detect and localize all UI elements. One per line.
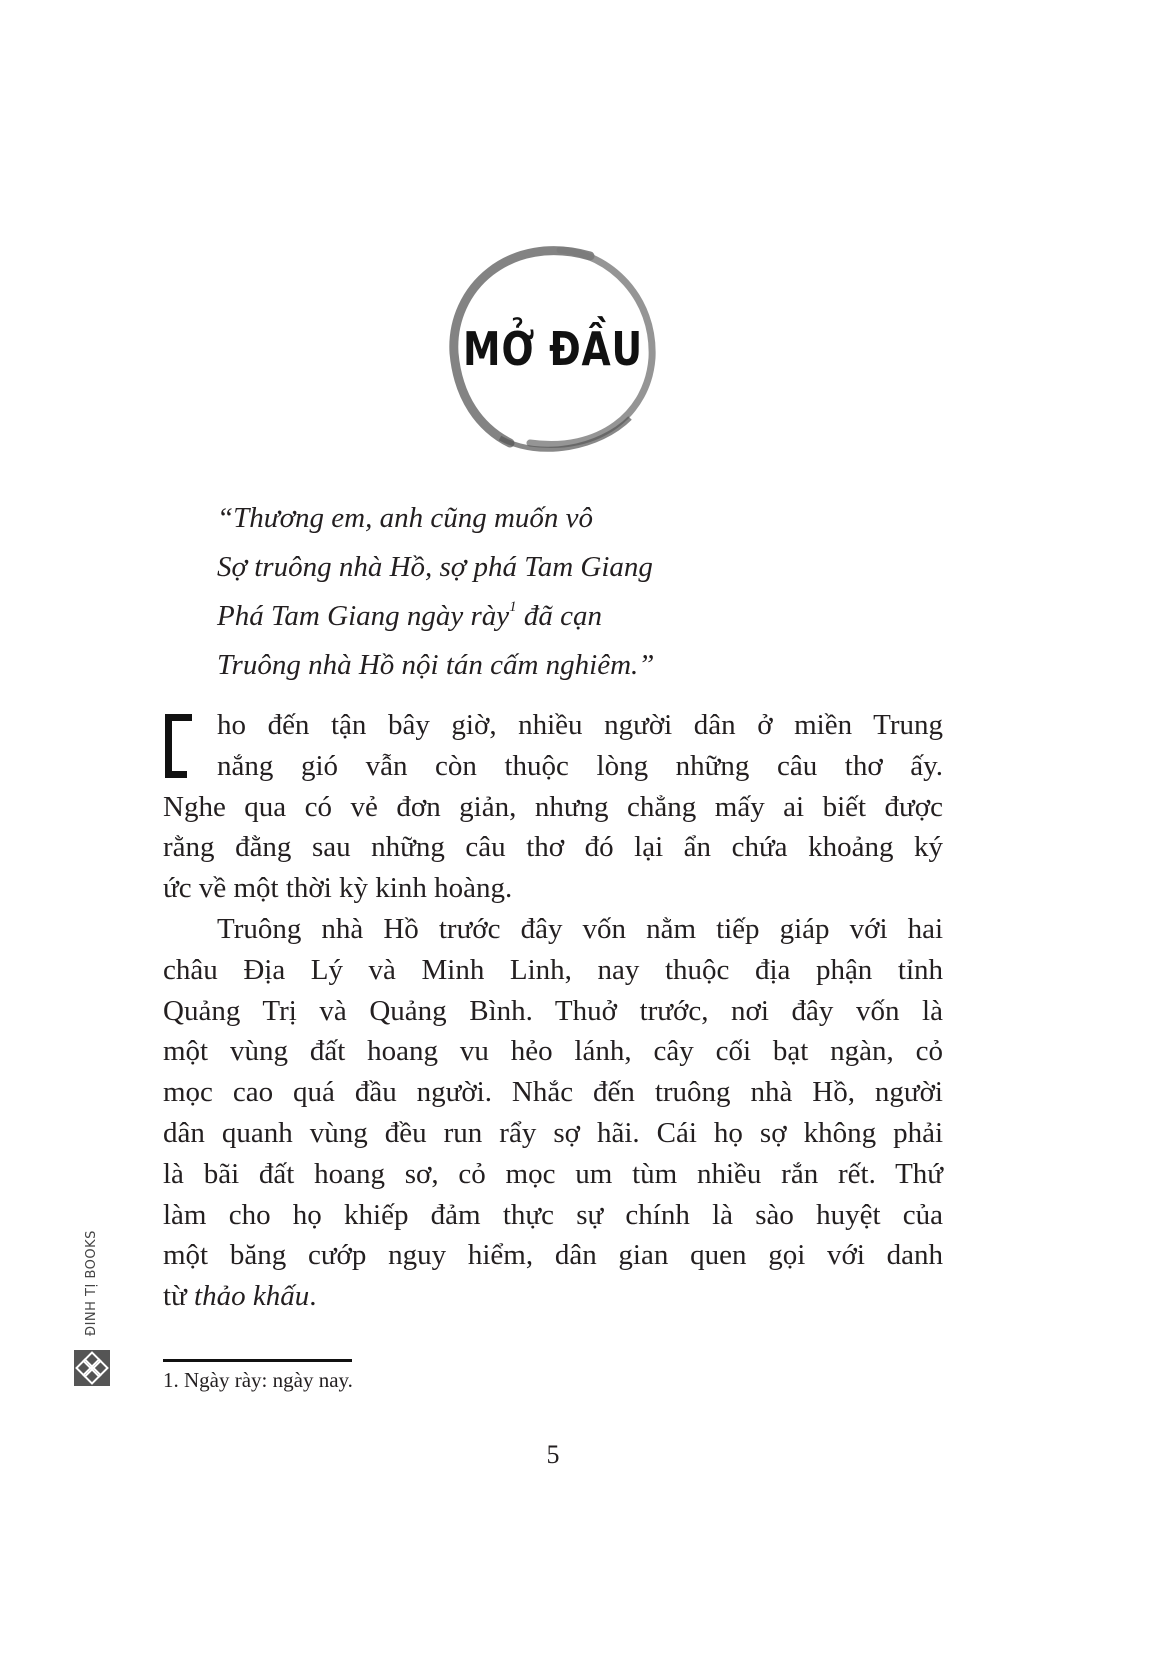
drop-cap — [165, 714, 187, 778]
poem-line: Truông nhà Hồ nội tán cấm nghiêm.” — [217, 649, 655, 681]
text-line: rằng đằng sau những câu thơ đó lại ẩn chứa khoảng ký — [163, 831, 943, 864]
epigraph-poem — [217, 494, 654, 690]
italic-term: thảo khấu — [194, 1280, 310, 1313]
text-line: Quảng Trị và Quảng Bình. Thuở trước, nơi đây vốn là — [163, 994, 943, 1027]
footnote-ref: 1 — [509, 599, 517, 615]
footnote: 1. Ngày rày: ngày nay. — [163, 1368, 353, 1392]
text-line: Truông nhà Hồ trước đây vốn nằm tiếp giáp với hai — [217, 912, 943, 945]
paragraph-2 — [163, 909, 943, 1317]
text-line: ức về một thời kỳ kinh hoàng. — [163, 872, 513, 905]
text-line: một vùng đất hoang vu hẻo lánh, cây cối bạt ngàn, cỏ — [163, 1035, 943, 1068]
publisher-logo-icon — [74, 1350, 110, 1386]
poem-line: Sợ truông nhà Hồ, sợ phá Tam Giang — [217, 551, 653, 583]
text-span: . — [309, 1280, 317, 1313]
poem-line-text: đã cạn — [516, 600, 603, 632]
text-line: một băng cướp nguy hiểm, dân gian quen gọi với danh — [163, 1239, 943, 1272]
body-text — [163, 705, 943, 1317]
text-line: ho đến tận bây giờ, nhiều người dân ở miền Trung — [217, 709, 943, 741]
text-line: làm cho họ khiếp đảm thực sự chính là sào huyệt của — [163, 1198, 943, 1231]
poem-line: “Thương em, anh cũng muốn vô — [217, 502, 594, 534]
publisher-mark — [74, 1230, 114, 1390]
page-number: 5 — [546, 1440, 560, 1469]
poem-line-text: Phá Tam Giang ngày rày — [217, 600, 510, 632]
text-line — [163, 1276, 943, 1317]
text-line: Nghe qua có vẻ đơn giản, nhưng chẳng mấy ai biết được — [163, 790, 943, 823]
page-title: MỞ ĐẦU — [463, 322, 643, 376]
text-line: mọc cao quá đầu người. Nhắc đến truông nhà Hồ, người — [163, 1076, 943, 1109]
text-line: dân quanh vùng đều run rẩy sợ hãi. Cái họ sợ không phải — [163, 1116, 943, 1149]
text-line: châu Địa Lý và Minh Linh, nay thuộc địa phận tỉnh — [163, 953, 943, 986]
footnote-rule — [163, 1359, 352, 1362]
paragraph-1 — [163, 705, 943, 909]
poem-line — [217, 592, 654, 641]
text-span: từ — [163, 1280, 195, 1313]
text-line: nắng gió vẫn còn thuộc lòng những câu thơ ấy. — [217, 749, 943, 782]
text-line: là bãi đất hoang sơ, cỏ mọc um tùm nhiều rắn rết. Thứ — [163, 1157, 943, 1190]
publisher-name: ĐINH TỊ BOOKS — [84, 1230, 99, 1336]
